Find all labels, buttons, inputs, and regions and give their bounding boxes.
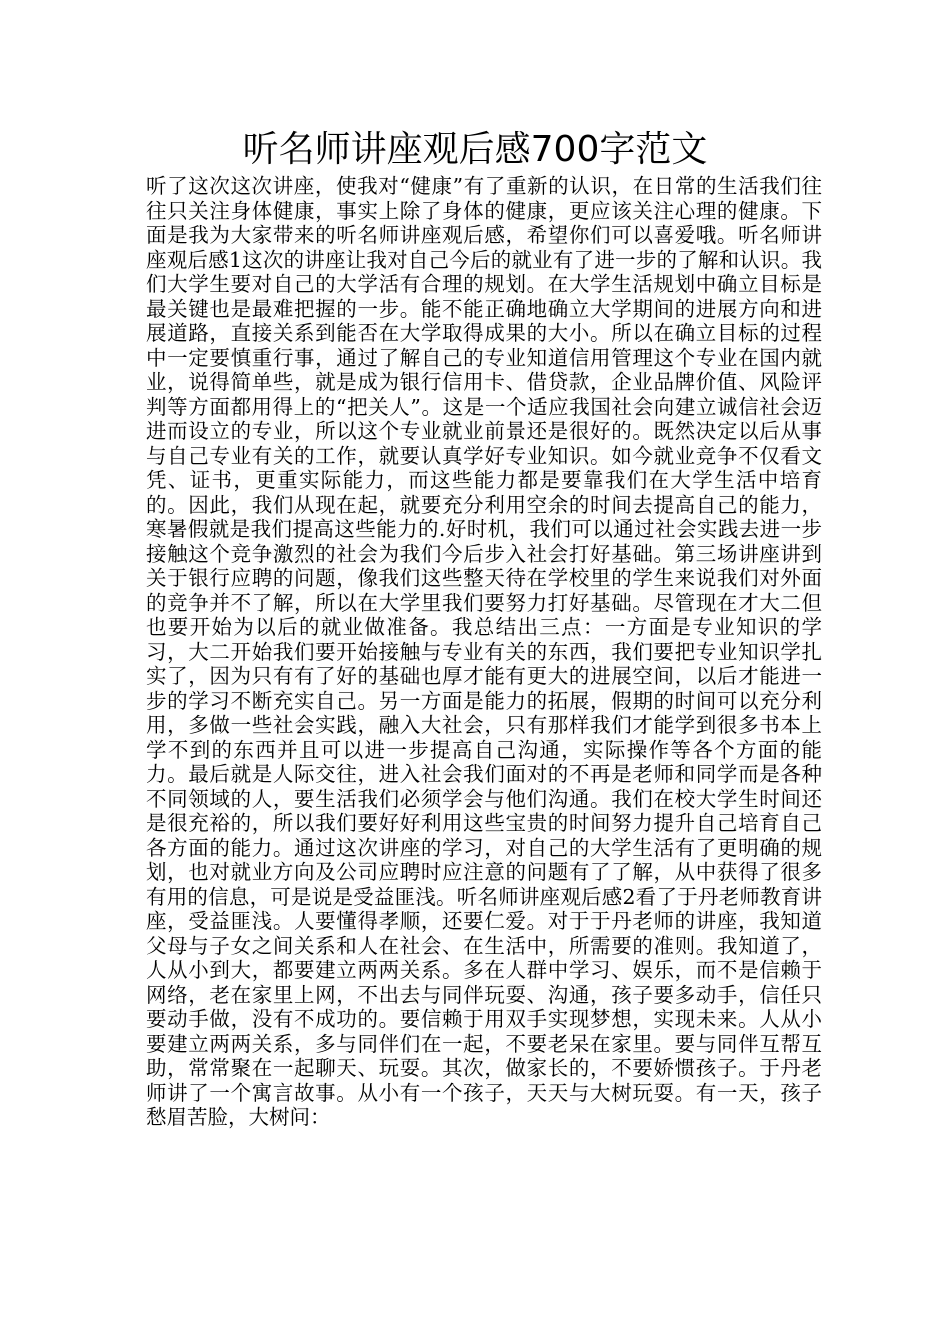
document-title: 听名师讲座观后感700字范文: [242, 129, 708, 170]
document-body: 听了这次这次讲座，使我对“健康”有了重新的认识，在日常的生活我们往往只关注身体健康，事实上除了身体的健康，更应该关注心理的健康。下面是我为大家带来的听名师讲座观后感，希望你们可以喜爱哦。听名师讲座观后感1这次的讲座让我对自己今后的就业有了进一步的了解和认识。我们大学生要对自己的大学活有合理的规划。在大学生活规划中确立目标是最关键也是最难把握的一步。能不能正确地确立大学期间的进展方向和进展道路，直接关系到能否在大学取得成果的大小。所以在确立目标的过程中一定要慎重行事，通过了解自己的专业知道信用管理这个专业在国内就业，说得简单些，就是成为银行信用卡、借贷款，企业品牌价值、风险评判等方面都用得上的“把关人”。这是一个适应我国社会向建立诚信社会迈进而设立的专业，所以这个专业就业前景还是很好的。既然决定以后从事与自己专业有关的工作，就要认真学好专业知识。如今就业竞争不仅看文凭、证书，更重实际能力，而这些能力都是要靠我们在大学生活中培育的。因此，我们从现在起，就要充分利用空余的时间去提高自己的能力，寒暑假就是我们提高这些能力的.好时机，我们可以通过社会实践去进一步接触这个竞争激烈的社会为我们今后步入社会打好基础。第三场讲座讲到关于银行应聘的问题，像我们这些整天待在学校里的学生来说我们对外面的竞争并不了解，所以在大学里我们要努力打好基础。尽管现在才大二但也要开始为以后的就业做准备。我总结出三点：一方面是专业知识的学习，大二开始我们要开始接触与专业有关的东西，我们要把专业知识学扎实了，因为只有有了好的基础也厚才能有更大的进展空间，以后才能进一步的学习不断充实自己。另一方面是能力的拓展，假期的时间可以充分利用，多做一些社会实践，融入大社会，只有那样我们才能学到很多书本上学不到的东西并且可以进一步提高自己沟通，实际操作等各个方面的能力。最后就是人际交往，进入社会我们面对的不再是老师和同学而是各种不同领域的人，要生活我们必须学会与他们沟通。我们在校大学生时间还是很充裕的，所以我们要好好利用这些宝贵的时间努力提升自己培育自己各方面的能力。通过这次讲座的学习，对自己的大学生活有了更明确的规划，也对就业方向及公司应聘时应注意的问题有了了解，从中获得了很多有用的信息，可是说是受益匪浅。听名师讲座观后感2看了于丹老师教育讲座，受益匪浅。人要懂得孝顺，还要仁爱。对于于丹老师的讲座，我知道父母与子女之间关系和人在社会、在生活中，所需要的准则。我知道了，人从小到大，都要建立两两关系。多在人群中学习、娱乐，而不是信赖于网络，老在家里上网，不出去与同伴玩耍、沟通，孩子要多动手，信任只要动手做，没有不成功的。要信赖于用双手实现梦想，实现未来。人从小要建立两两关系，多与同伴们在一起，不要老呆在家里。要与同伴互帮互助，常常聚在一起聊天、玩耍。其次，做家长的，不要娇惯孩子。于丹老师讲了一个寓言故事。从小有一个孩子，天天与大树玩耍。有一天，孩子愁眉苦脸，大树问：: [146, 174, 822, 1129]
